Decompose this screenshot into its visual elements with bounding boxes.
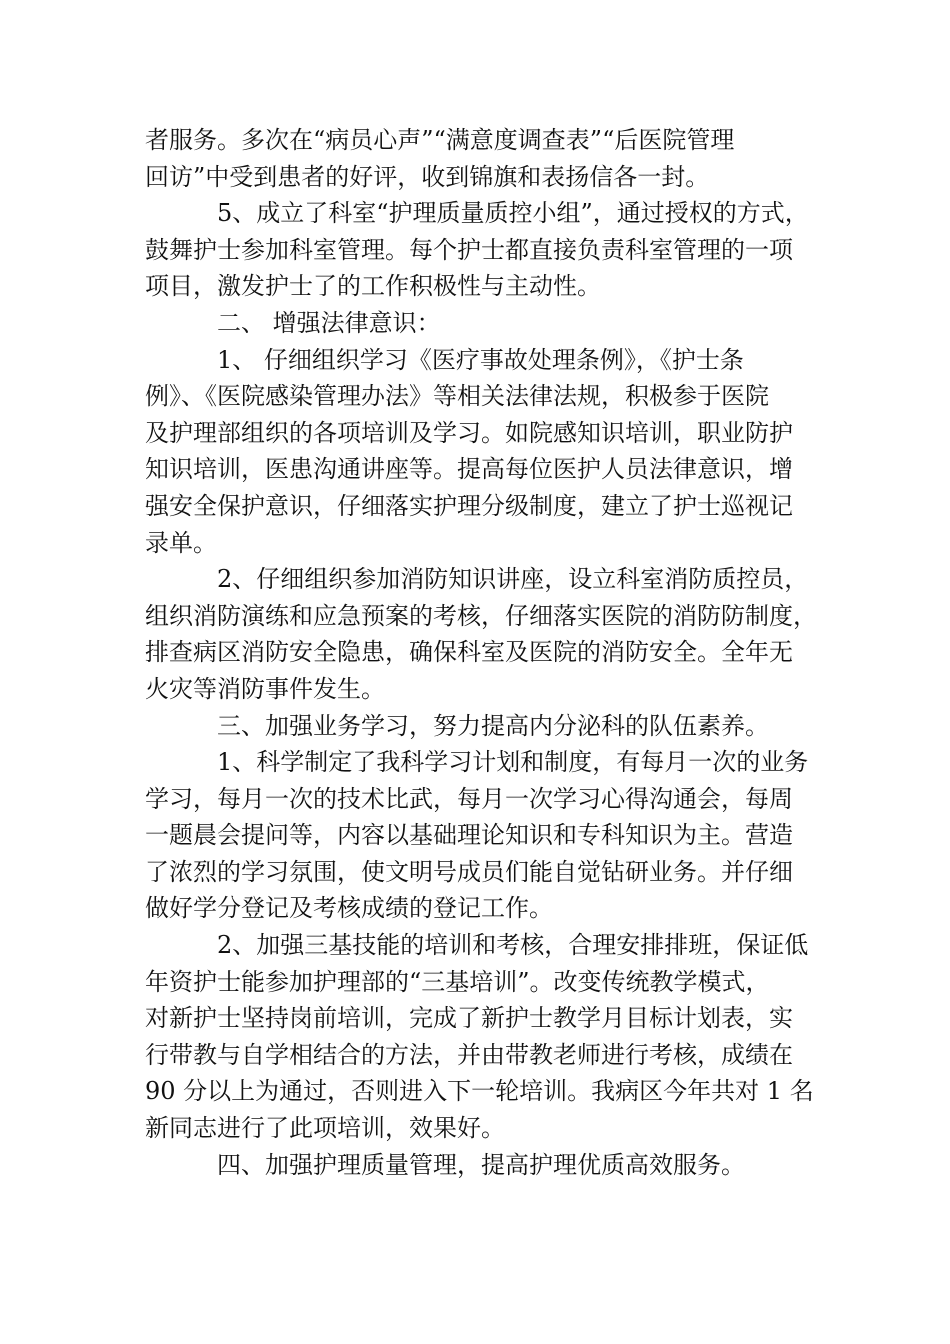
- document-body: [145, 122, 817, 1183]
- text-line: 1、科学制定了我科学习计划和制度，有每月一次的业务: [217, 748, 809, 777]
- text-line: 学习，每月一次的技术比武，每月一次学习心得沟通会，每周: [145, 784, 793, 813]
- text-line: 一题晨会提问等，内容以基础理论知识和专科知识为主。营造: [145, 821, 793, 850]
- text-line: 2、仔细组织参加消防知识讲座，设立科室消防质控员，: [217, 565, 809, 594]
- text-line: 者服务。多次在“病员心声”“满意度调查表”“后医院管理: [145, 126, 735, 154]
- section-heading: 三、加强业务学习，努力提高内分泌科的队伍素养。: [217, 711, 769, 740]
- text-line: 火灾等消防事件发生。: [145, 674, 385, 703]
- text-line: 5、成立了科室“护理质量质控小组”，通过授权的方式，: [217, 199, 809, 228]
- text-line: 做好学分登记及考核成绩的登记工作。: [145, 894, 553, 923]
- text-line: 例》、《医院感染管理办法》等相关法律法规，积极参于医院: [145, 382, 769, 411]
- text-line: 行带教与自学相结合的方法，并由带教老师进行考核，成绩在: [145, 1040, 793, 1069]
- text-line: 2、加强三基技能的培训和考核，合理安排排班，保证低: [217, 931, 809, 960]
- text-line: 强安全保护意识，仔细落实护理分级制度，建立了护士巡视记: [145, 491, 793, 520]
- text-line: 对新护士坚持岗前培训，完成了新护士教学月目标计划表，实: [145, 1004, 793, 1033]
- text-line: 回访”中受到患者的好评，收到锦旗和表扬信各一封。: [145, 162, 710, 191]
- text-line: 鼓舞护士参加科室管理。每个护士都直接负责科室管理的一项: [145, 235, 793, 264]
- text-line: 组织消防演练和应急预案的考核，仔细落实医院的消防防制度，: [145, 601, 817, 630]
- text-line: 及护理部组织的各项培训及学习。如院感知识培训，职业防护: [145, 418, 793, 447]
- text-line: 录单。: [145, 528, 217, 557]
- section-heading: 二、 增强法律意识：: [217, 308, 441, 337]
- text-line: 90 分以上为通过，否则进入下一轮培训。我病区今年共对 1 名: [145, 1077, 814, 1106]
- text-line: 新同志进行了此项培训，效果好。: [145, 1114, 505, 1143]
- text-line: 项目，激发护士了的工作积极性与主动性。: [145, 272, 601, 301]
- text-line: 了浓烈的学习氛围，使文明号成员们能自觉钻研业务。并仔细: [145, 857, 793, 886]
- text-line: 年资护士能参加护理部的“三基培训”。改变传统教学模式，: [145, 967, 770, 996]
- text-line: 知识培训，医患沟通讲座等。提高每位医护人员法律意识，增: [145, 455, 793, 484]
- text-line: 排查病区消防安全隐患，确保科室及医院的消防安全。全年无: [145, 638, 793, 667]
- section-heading: 四、加强护理质量管理，提高护理优质高效服务。: [217, 1150, 745, 1179]
- text-line: 1、 仔细组织学习《医疗事故处理条例》，《护士条: [217, 345, 744, 374]
